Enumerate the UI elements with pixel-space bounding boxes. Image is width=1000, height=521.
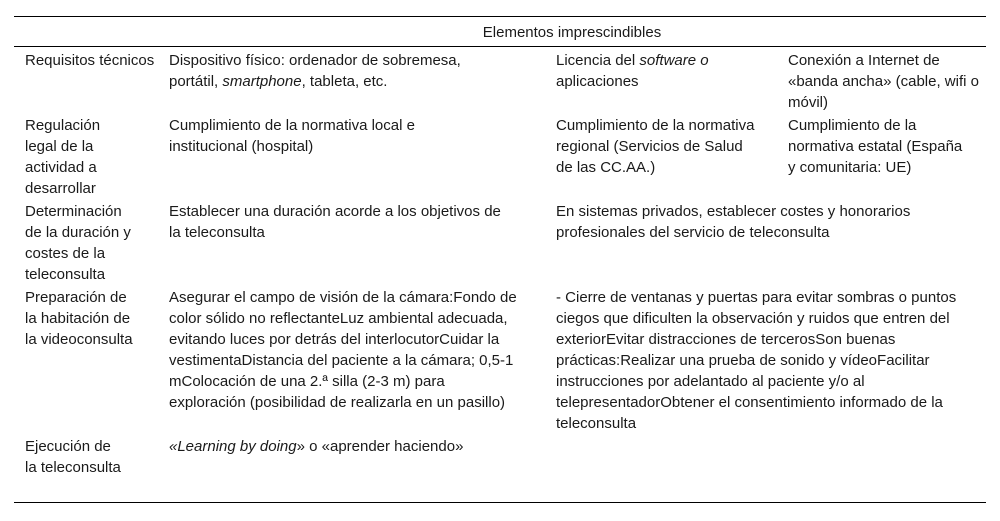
row-label-requisitos: Requisitos técnicos [25,52,155,69]
header-elementos-imprescindibles: Elementos imprescindibles [482,24,662,41]
row-label-ejecucion: Ejecución de la teleconsulta [25,438,121,476]
row-label-duracion: Determinación de la duración y costes de la teleconsulta [25,203,131,283]
cell-normativa-estatal: Cumplimiento de la normativa estatal (España y comunitaria: UE) [788,117,963,176]
table-header [14,22,986,43]
row-label-preparacion: Preparación de la habitación de la videoconsulta [25,289,133,348]
cell-normativa-local: Cumplimiento de la normativa local e institucional (hospital) [169,117,415,155]
row-label-regulacion: Regulación legal de la actividad a desarrollar [25,117,101,197]
cell-cierre-ventanas: - Cierre de ventanas y puertas para evitar sombras o puntos ciegos que dificulten la observación y ruidos que entren del exteriorEvitar distracciones de tercerosSon buenas prácticas:Realizar una prueba de sonido y vídeoFacilitar instrucciones por adelantado al paciente y/o al telepresentadorObtener el consentimiento informado de la teleconsulta [556,289,957,432]
top-rule [14,16,986,17]
cell-learning-by-doing: «Learning by doing» o «aprender haciendo» [169,438,464,455]
cell-campo-vision: Asegurar el campo de visión de la cámara:Fondo de color sólido no reflectanteLuz ambiental adecuada, evitando luces por detrás del interlocutorCuidar la vestimentaDistancia del paciente a la cámara; 0,5-1 mColocación de una 2.ª silla (2-3 m) para exploración (posibilidad de realizarla en un pasillo) [169,289,517,411]
cell-duracion: Establecer una duración acorde a los objetivos de la teleconsulta [169,203,501,241]
cell-conexion: Conexión a Internet de «banda ancha» (cable, wifi o móvil) [788,52,979,111]
cell-normativa-regional: Cumplimiento de la normativa regional (Servicios de Salud de las CC.AA.) [556,117,755,176]
header-rule [14,46,986,47]
cell-dispositivo: Dispositivo físico: ordenador de sobremesa, portátil, smartphone, tableta, etc. [169,52,461,90]
bottom-rule [14,502,986,503]
cell-licencia: Licencia del software o aplicaciones [556,52,709,90]
cell-costes: En sistemas privados, establecer costes y honorarios profesionales del servicio de teleconsulta [556,203,911,241]
